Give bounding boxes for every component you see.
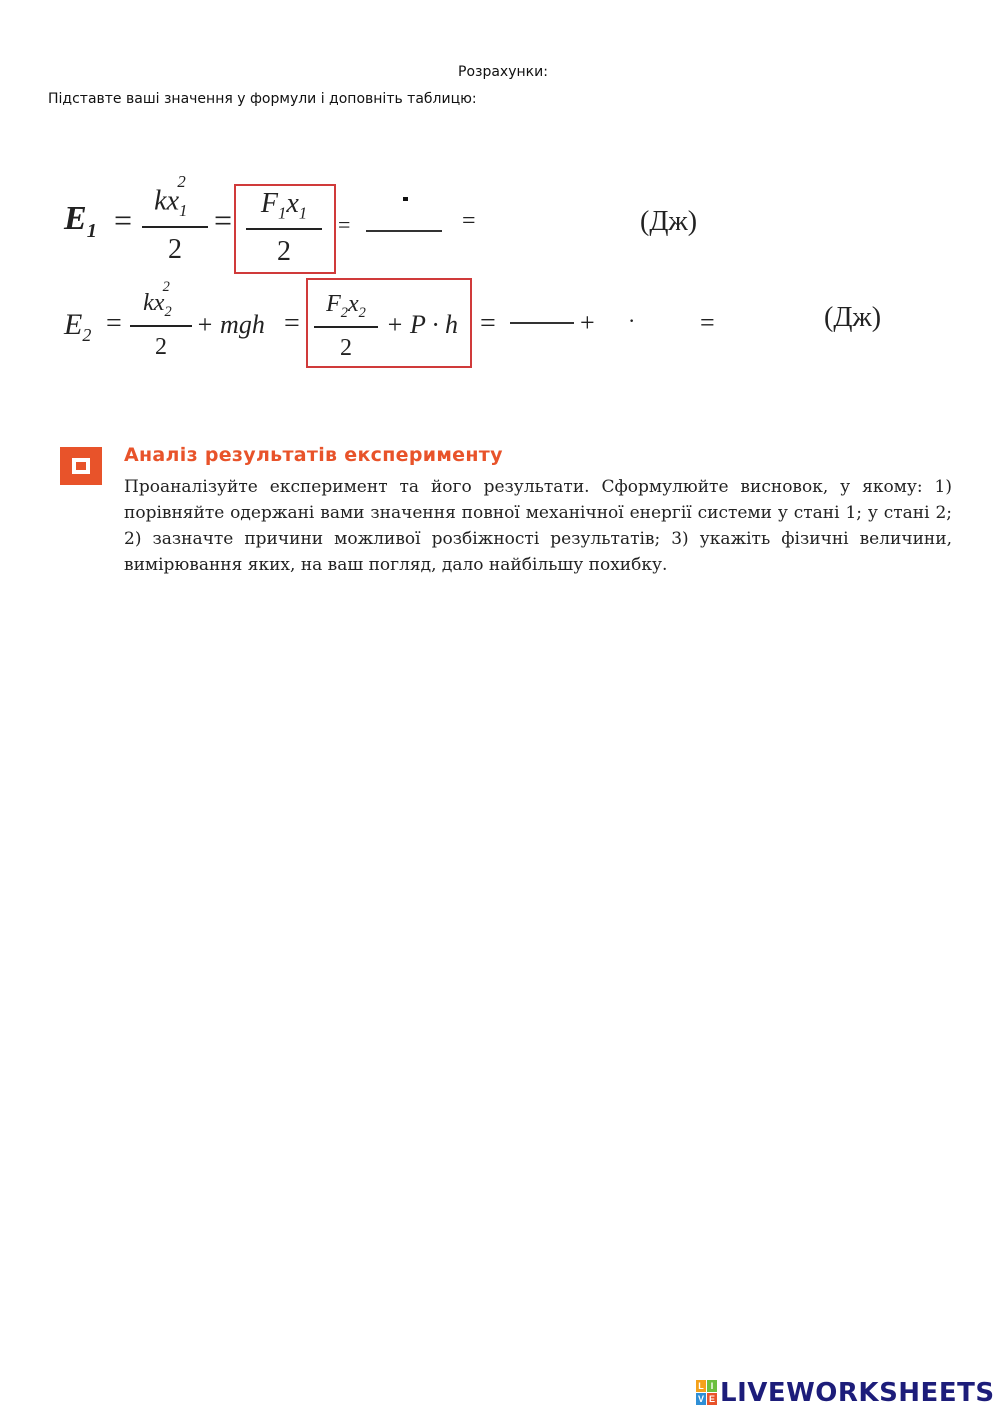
mgh-term: + mgh xyxy=(196,310,265,339)
equals-sign: = xyxy=(462,208,476,234)
answer-blank-2[interactable] xyxy=(510,322,574,324)
section-body: Проаналізуйте експеримент та його результати. Сформулюйте висновок, у якому: 1) порівняйте одержані вами значення повної механічної енергії системи у стані 1; у стані 2; 2) зазначте причини можливої розбіжності результатів; 3) укажіть фізичні величини, вимірювання яких, на ваш погляд, дало найбільшу похибку. xyxy=(124,477,952,575)
plus-sign: + xyxy=(580,308,595,337)
liveworksheets-logo xyxy=(696,1378,996,1410)
dot-sign: · xyxy=(628,308,636,333)
equals-sign: = xyxy=(114,202,133,238)
equals-sign: = xyxy=(700,308,715,337)
unit-label: (Дж) xyxy=(640,206,698,237)
formula-2 xyxy=(0,0,1000,380)
fraction-f2x2: $F_2x_2$ 2 xyxy=(314,292,378,360)
equals-sign: = xyxy=(338,212,351,237)
e1-lhs: $E_1$ xyxy=(64,200,97,242)
equals-sign: = xyxy=(480,308,496,339)
fraction-kx2-sq: $kx_2^2$ 2 xyxy=(130,290,192,359)
page-title: Розрахунки: xyxy=(458,64,548,80)
equals-sign: = xyxy=(214,202,233,238)
equals-sign: = xyxy=(284,308,300,339)
section-icon xyxy=(60,447,102,485)
fraction-f1x1: $F_1x_1$ 2 xyxy=(246,190,322,266)
section-title: Аналіз результатів експерименту xyxy=(124,444,503,466)
e2-lhs: $E_2$ xyxy=(64,308,92,345)
logo-blocks-icon: L I V E xyxy=(697,1381,715,1404)
equals-sign: = xyxy=(106,308,122,339)
unit-label: (Дж) xyxy=(824,302,882,333)
fraction-kx1-sq: $kx_1^2$ 2 xyxy=(142,186,208,264)
logo-text: LIVEWORKSHEETS xyxy=(720,1378,995,1408)
ph-term: + P · h xyxy=(386,310,458,339)
instruction-text: Підставте ваші значення у формули і доповніть таблицю: xyxy=(48,91,477,107)
